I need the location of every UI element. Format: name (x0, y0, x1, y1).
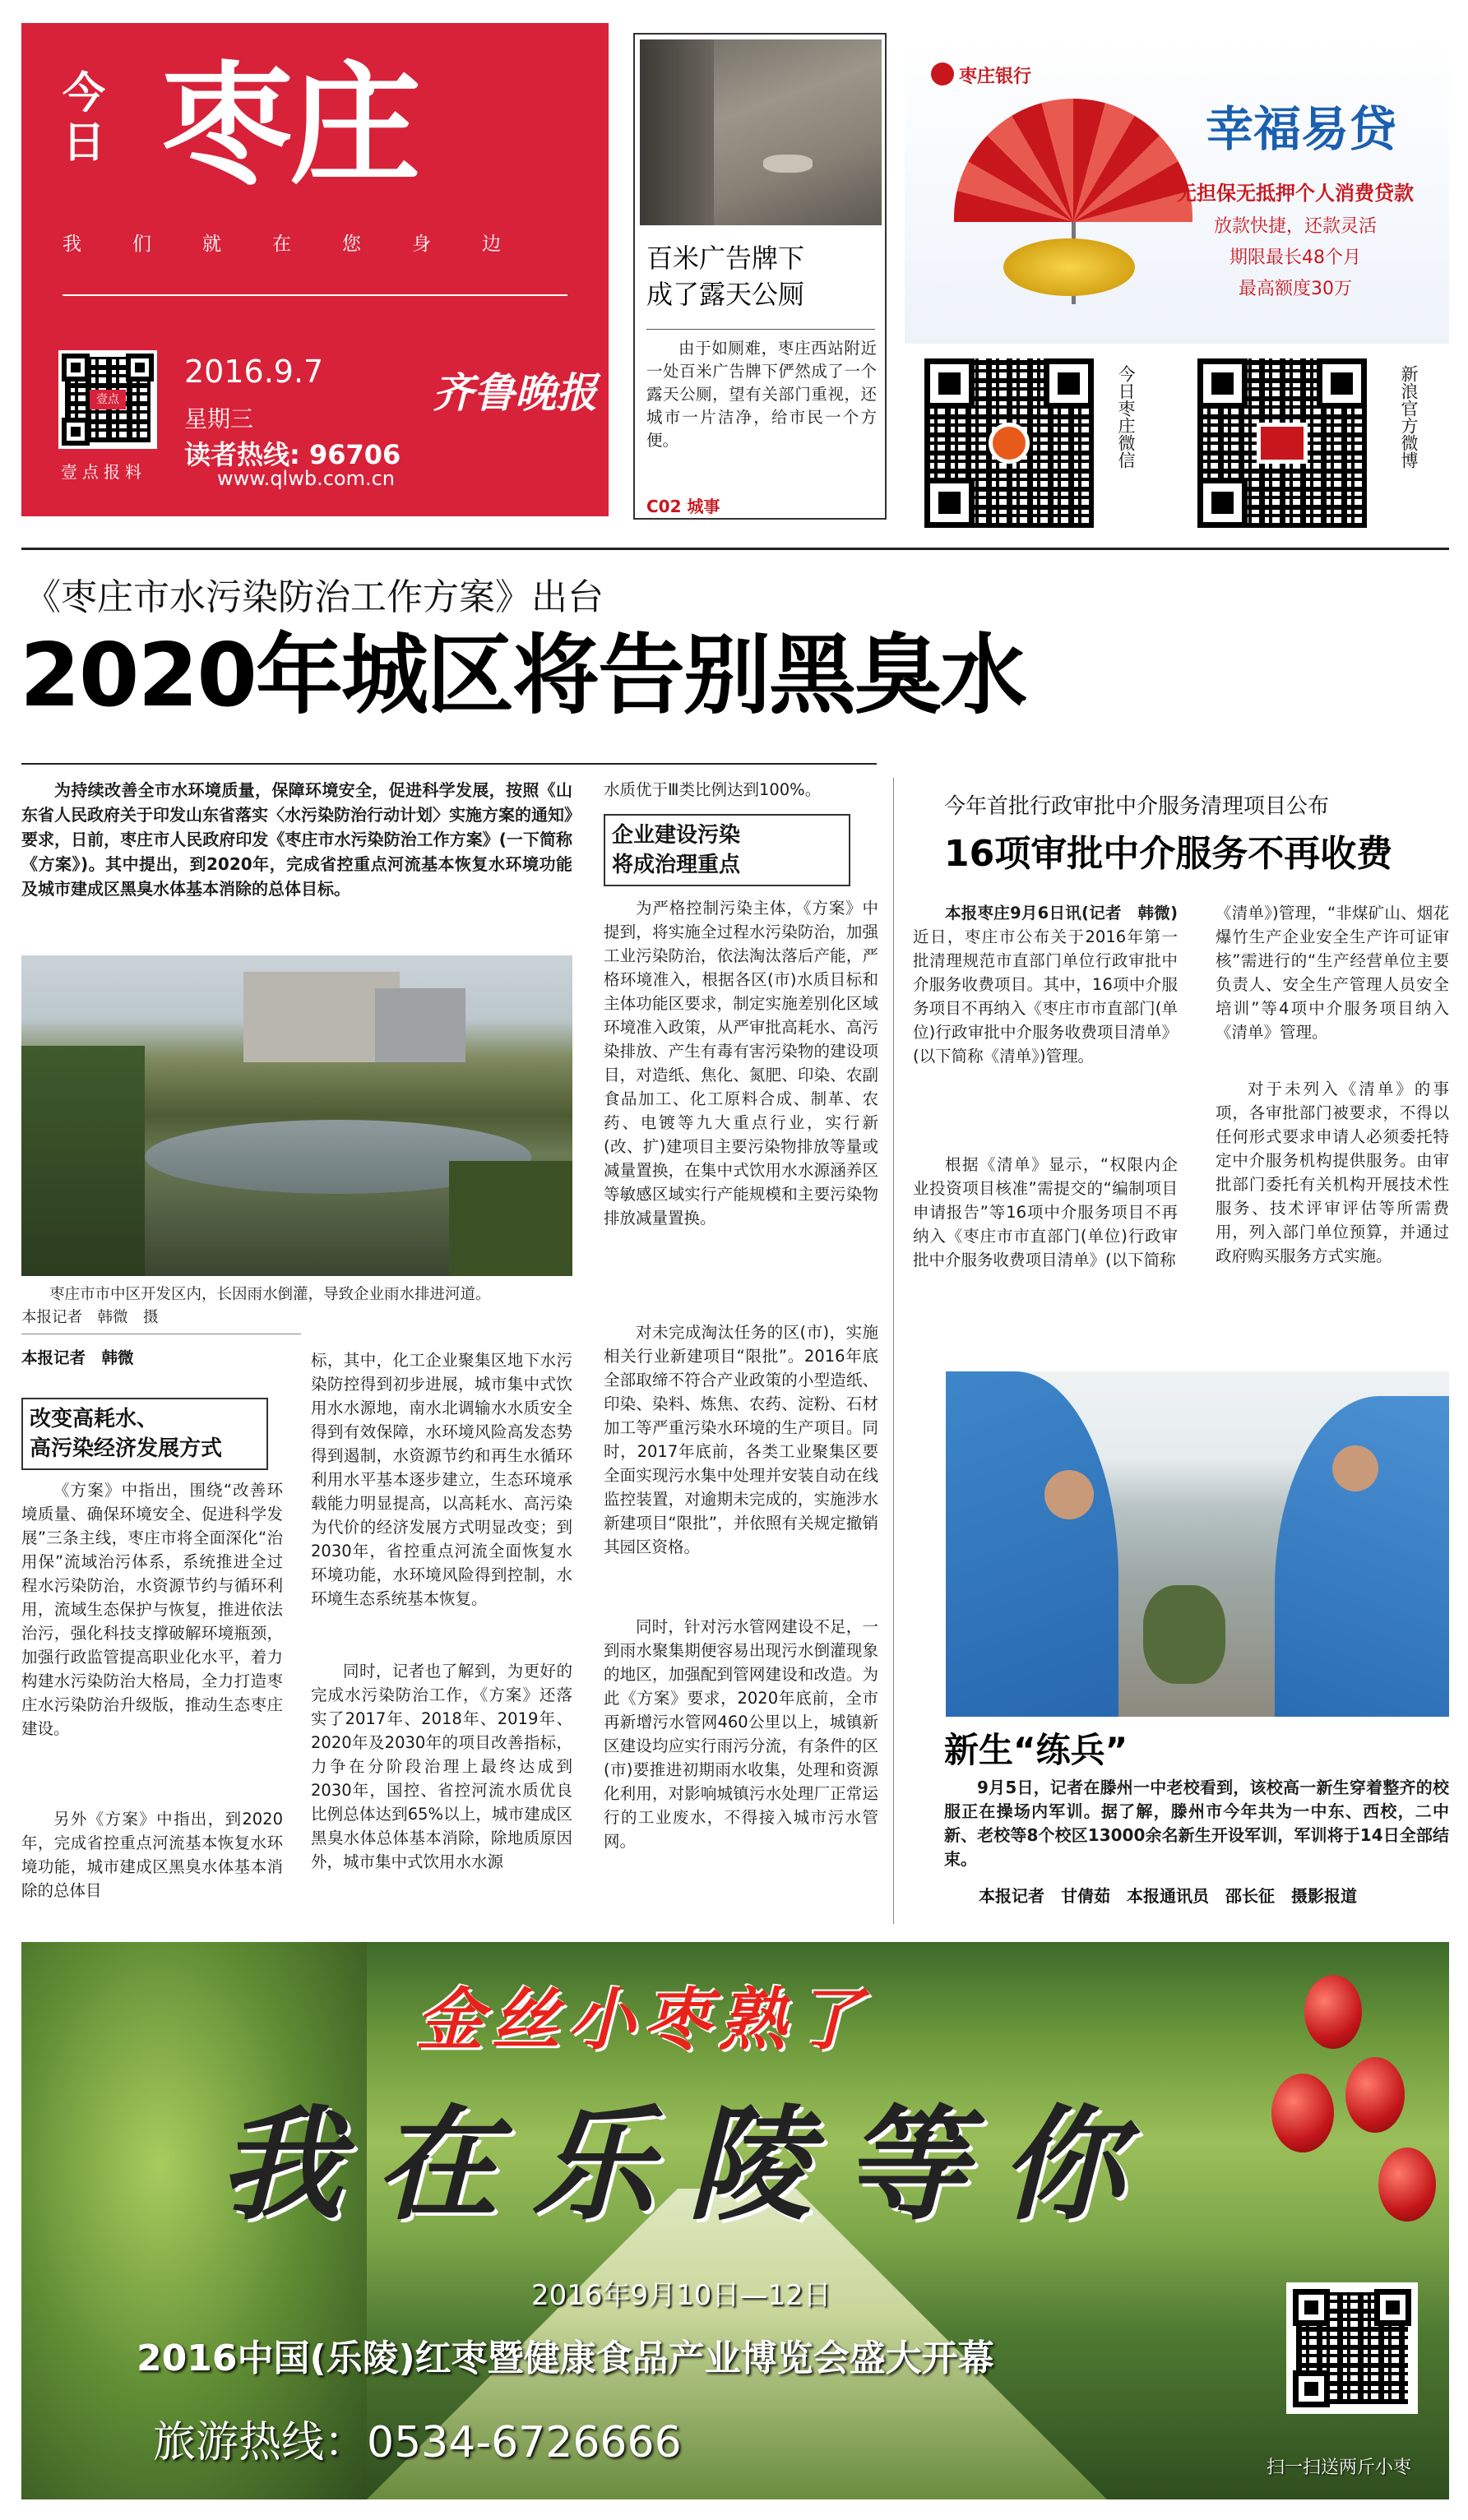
lead-photo (21, 955, 572, 1276)
bank-name: 枣庄银行 (959, 67, 1032, 87)
col-separator (893, 778, 894, 1924)
bank-ad-line3: 期限最长48个月 (1230, 247, 1361, 268)
masthead-divider (63, 294, 567, 296)
masthead-title: 枣庄 (161, 49, 419, 202)
right-kicker: 今年首批行政审批中介服务清理项目公布 (944, 794, 1330, 819)
right-title: 16项审批中介服务不再收费 (944, 833, 1393, 875)
weibo-qr[interactable] (1192, 354, 1372, 533)
lead-col1b: 另外《方案》中指出，到2020年，完成省控重点河流基本恢复水环境功能，城市建成区黑臭水体基本消除的总体目 (21, 1810, 283, 1900)
teaser-title: 百米广告牌下 成了露天公厕 (646, 243, 805, 310)
training-photo (946, 1371, 1449, 1717)
website-url[interactable]: www.qlwb.com.cn (217, 467, 395, 490)
wechat-qr-caption: 今日枣庄微信 (1116, 365, 1136, 469)
bank-logo-icon (931, 62, 954, 86)
lead-photo-credit: 本报记者 韩微 摄 (21, 1309, 159, 1326)
right-col1a-text: 近日，枣庄市公布关于2016年第一批清理规范市直部门单位行政审批中介服务收费项目。其中，16项中介服务项目不再纳入《枣庄市市直部门(单位)行政审批中介服务收费项目清单》(以下简称《清单》)管理。 (913, 927, 1178, 1066)
teaser-divider (646, 329, 875, 330)
ri-char: 日 (63, 118, 106, 168)
lead-col3-top: 水质优于Ⅲ类比例达到100%。 (604, 780, 822, 799)
teaser-body: 由于如厕难，枣庄西站附近一处百米广告牌下俨然成了一个露天公厕，望有关部门重视，还城市一片洁净，给市民一个方便。 (646, 339, 877, 450)
headline-rule (21, 763, 877, 765)
issue-weekday: 星期三 (184, 405, 254, 432)
bank-ad[interactable] (905, 33, 1449, 344)
bank-ad-title: 幸福易贷 (1205, 101, 1396, 157)
lead-intro: 为持续改善全市水环境质量，保障环境安全，促进科学发展，按照《山东省人民政府关于印发山东省落实〈水污染防治行动计划〉实施方案的通知》要求，日前，枣庄市人民政府印发《枣庄市水污染防治工作方案》(一下简称《方案》)。其中提出，到2020年，完成省控重点河流基本恢复水环境功能及城市建成区黑臭水体基本消除的总体目标。 (21, 780, 572, 899)
wechat-qr[interactable] (919, 354, 1099, 533)
masthead-qr[interactable] (58, 350, 157, 449)
weibo-qr-caption: 新浪官方微博 (1399, 365, 1419, 469)
right-col1b: 根据《清单》显示，“权限内企业投资项目核准”需提交的“编制项目申请报告”等16项中介服务项目不再纳入《枣庄市市直部门(单位)行政审批中介服务收费项目清单》(以下简称 (913, 1155, 1178, 1269)
ad-qr[interactable] (1286, 2282, 1418, 2414)
lead-col2a: 标，其中，化工企业聚集区地下水污染防控得到初步进展，城市集中式饮用水水源地，南水北调输水水质安全得到有效保障，水环境风险高发态势得到遏制，水资源节约和再生水循环利用水平基本逐步建立，生态环境承载能力明显提高，以高耗水、高污染为代价的经济发展方式明显改变；到2030年，省控重点河流全面恢复水环境功能，水环境风险得到控制，水环境生态系统基本恢复。 (311, 1351, 572, 1608)
subhead-1: 改变高耗水、 高污染经济发展方式 (21, 1398, 268, 1470)
leling-ad[interactable] (21, 1942, 1449, 2499)
paper-name-logo: 齐鲁晚报 (433, 368, 597, 417)
jin-char: 今 (63, 69, 106, 118)
teaser-page-ref[interactable]: C02 城事 (646, 497, 720, 516)
right-col2b: 对于未列入《清单》的事项，各审批部门被要求，不得以任何形式要求申请人必须委托特定中介服务机构提供服务。由审批部门委托有关机构开展技术性服务、技术评审评估等所需费用，列入部门单位预算，并通过政府购买服务方式实施。 (1216, 1080, 1449, 1265)
ad-qr-caption: 扫一扫送两斤小枣 (1267, 2458, 1412, 2478)
lead-col2b: 同时，记者也了解到，为更好的完成水污染防治工作，《方案》还落实了2017年、2018年、2019年、2020年及2030年的项目改善指标，力争在分阶段治理上最终达成到2030年，国控、省控河流水质优良比例总体达到65%以上，城市建成区黑臭水体总体基本消除，除地质原因外，城市集中式饮用水水源 (311, 1662, 572, 1871)
reader-hotline: 读者热线: 96706 (184, 439, 401, 470)
lead-col3a: 为严格控制污染主体，《方案》中提到，将实施全过程水污染防治，加强工业污染防治，依法淘汰落后产能，严格环境准入，根据各区(市)水质目标和主体功能区要求，制定实施差别化区域环境准入政策，从严审批高耗水、高污染排放、产生有毒有害污染物的建设项目，对造纸、焦化、氮肥、印染、农副食品加工、化工原料合成、制革、农药、电镀等九大重点行业，实行新(改、扩)建项目主要污染物排放等量或减量置换，在集中式饮用水水源涵养区等敏感区域实行产能规模和主要污染物排放减量置换。 (604, 899, 878, 1228)
lead-col1a: 《方案》中指出，围绕“改善环境质量、确保环境安全、促进科学发展”三条主线，枣庄市将全面深化“治用保”流域治污体系，系统推进全过程水污染防治，水资源节约与循环利用，流域生态保护与恢复，推进依法治污，强化科技支撑破解环境瓶颈，加强行政监管提高职业化水平，着力构建水污染防治大格局，全力打造枣庄水污染防治升级版，推动生态枣庄建设。 (21, 1481, 283, 1738)
masthead (21, 23, 609, 516)
ad-hotline[interactable]: 旅游热线：0534-6726666 (153, 2418, 682, 2467)
issue-date: 2016.9.7 (184, 354, 324, 390)
headline-main: 2020年城区将告别黑臭水 (20, 625, 1026, 726)
headline-kicker: 《枣庄市水污染防治工作方案》出台 (25, 576, 604, 618)
lead-col3b: 对未完成淘汰任务的区(市)，实施相关行业新建项目“限批”。2016年底全部取缔不符合产业政策的小型造纸、印染、染料、炼焦、农药、淀粉、石材加工等严重污染水环境的生产项目。同时，2017年底前，各类工业聚集区要全面实现污水集中处理并安装自动在线监控装置，对逾期未完成的，实施涉水新建项目“限批”，并依照有关规定撤销其园区资格。 (604, 1323, 878, 1556)
bank-ad-line4: 最高额度30万 (1239, 279, 1352, 299)
right-dateline: 本报枣庄9月6日讯(记者 韩微) (945, 904, 1178, 922)
ad-line2: 我在乐陵等你 (219, 2092, 1157, 2237)
teaser-photo (640, 39, 882, 225)
right-col1a (913, 901, 1178, 1068)
lead-col3c: 同时，针对污水管网建设不足，一到雨水聚集期便容易出现污水倒灌现象的地区，加强配到管网建设和改造。为此《方案》要求，2020年底前，全市再新增污水管网460公里以上，城镇新区建设均应实行雨污分流，有条件的区(市)要推进初期雨水收集，处理和资源化利用，对影响城镇污水处理厂正常运行的工业废水，不得接入城市污水管网。 (604, 1617, 878, 1851)
ad-date: 2016年9月10日—12日 (531, 2279, 831, 2312)
ad-line1: 金丝小枣熟了 (416, 1981, 870, 2060)
ad-dates-fruit (1255, 1950, 1449, 2246)
training-body: 9月5日，记者在滕州一中老校看到，该校高一新生穿着整齐的校服正在操场内军训。据了解，滕州市今年共为一中东、西校，二中新、老校等8个校区13000余名新生开设军训，军训将于14日全部结束。 (944, 1778, 1449, 1869)
ad-event: 2016中国(乐陵)红枣暨健康食品产业博览会盛大开幕 (137, 2337, 994, 2379)
bank-ad-line2: 放款快捷，还款灵活 (1213, 216, 1377, 237)
teaser-box[interactable] (633, 33, 887, 520)
lead-byline: 本报记者 韩微 (21, 1348, 134, 1367)
training-title: 新生“练兵” (944, 1730, 1128, 1770)
training-credit: 本报记者 甘倩茹 本报通讯员 邵长征 摄影报道 (979, 1886, 1357, 1906)
lead-photo-caption: 枣庄市市中区开发区内，长因雨水倒灌，导致企业雨水排进河道。 (49, 1286, 491, 1303)
top-rule (21, 548, 1449, 550)
qr-caption: 壹点报料 (61, 462, 146, 482)
right-col2a: 《清单》)管理，“非煤矿山、烟花爆竹生产企业安全生产许可证审核”需进行的“生产经营单位主要负责人、安全生产管理人员安全培训”等4项中介服务项目纳入《清单》管理。 (1216, 904, 1449, 1042)
masthead-slogan: 我们就在您身边 (63, 234, 552, 255)
qr-center-label: 壹点 (90, 390, 126, 409)
subhead-2: 企业建设污染 将成治理重点 (604, 814, 850, 886)
bank-ad-line1: 无担保无抵押个人消费贷款 (1177, 182, 1414, 205)
